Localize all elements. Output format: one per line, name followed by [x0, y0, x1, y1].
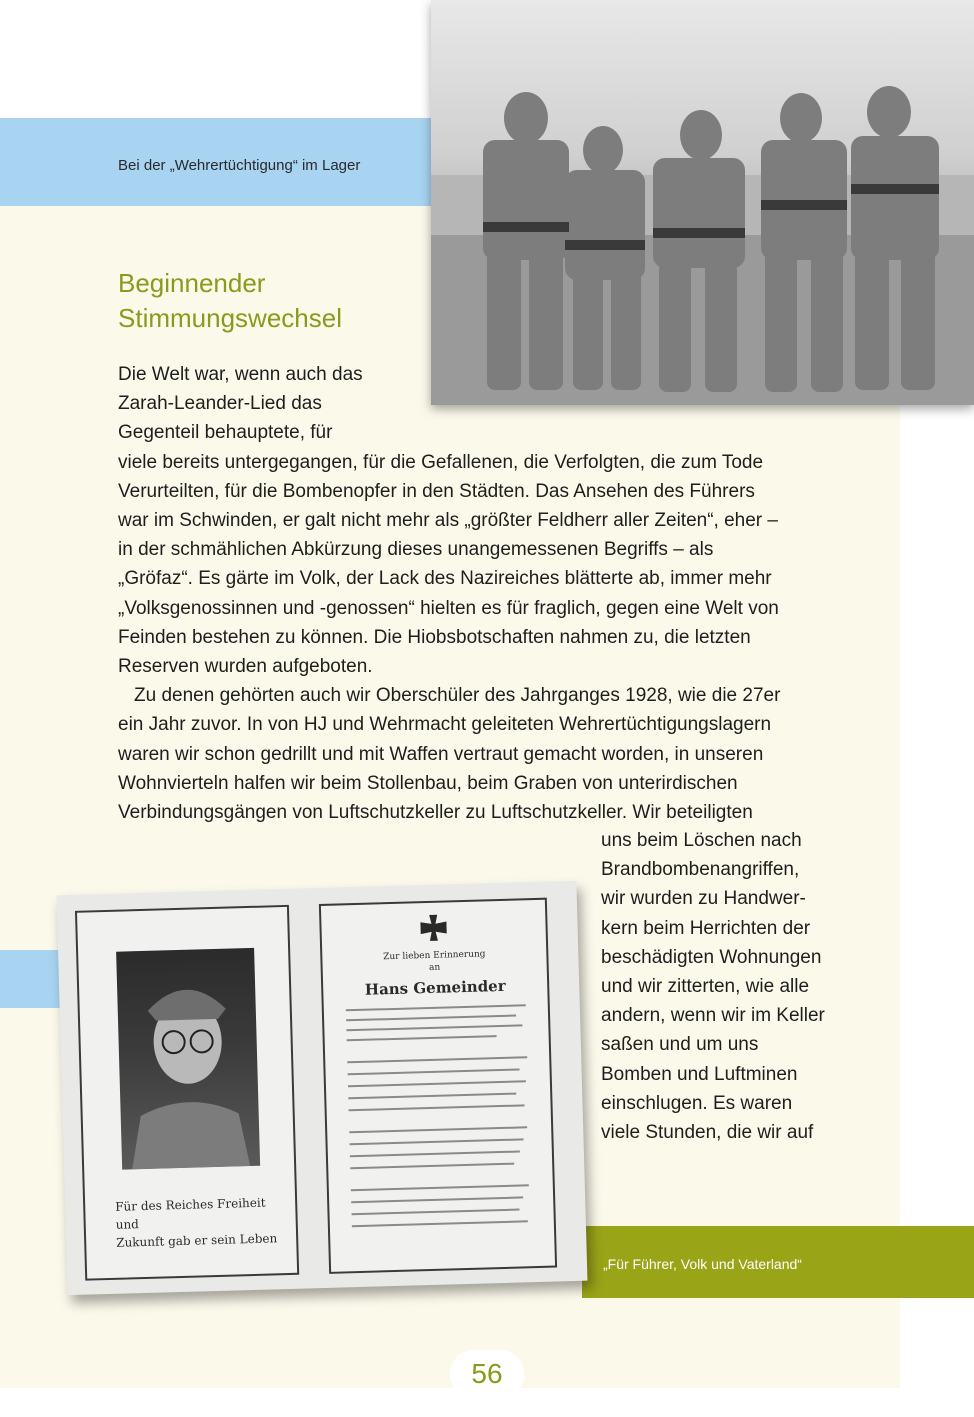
- text-line: „Gröfaz“. Es gärte im Volk, der Lack des Nazireiches blätterte ab, immer mehr: [118, 568, 772, 590]
- photo-soldiers: [483, 86, 939, 392]
- memorial-title: Zur lieben Erinnerung: [383, 949, 486, 963]
- body-text-column: [601, 826, 825, 1147]
- memorial-text-line: [347, 1035, 497, 1041]
- memorial-card: [57, 881, 588, 1295]
- memorial-text-line: [346, 1004, 526, 1011]
- text-line: in der schmählichen Abkürzung dieses unangemessenen Begriffs – als: [118, 539, 714, 561]
- section-heading-line: Stimmungswechsel: [118, 303, 342, 333]
- accent-band-left: [0, 950, 60, 1008]
- group-photo: [431, 0, 974, 405]
- text-line: uns beim Löschen nach: [601, 830, 802, 851]
- memorial-motto-line: Zukunft gab er sein Leben: [116, 1231, 278, 1250]
- soldier-portrait: [116, 948, 260, 1170]
- memorial-text-line: [346, 1024, 522, 1031]
- text-line: Zarah-Leander-Lied das: [118, 393, 322, 415]
- section-heading-line: Beginnender: [118, 268, 266, 298]
- memorial-subtitle: an: [428, 962, 441, 973]
- memorial-text-line: [348, 1068, 520, 1075]
- memorial-text-line: [349, 1126, 527, 1133]
- memorial-text-line: [347, 1056, 527, 1063]
- memorial-text-line: [351, 1196, 523, 1203]
- body-text-block: [118, 360, 780, 827]
- text-line: Wohnvierteln halfen wir beim Stollenbau, beim Graben von unterirdischen: [118, 772, 738, 794]
- photo-caption-top: Bei der „Wehrertüchtigung“ im Lager: [118, 157, 361, 174]
- memorial-text-line: [348, 1080, 526, 1087]
- text-line: Verbindungsgängen von Luftschutzkeller zu Luftschutzkeller. Wir beteiligten: [118, 802, 753, 824]
- memorial-motto-line: Für des Reiches Freiheit und: [115, 1195, 266, 1232]
- iron-cross-icon: [418, 912, 449, 943]
- text-line: wir wurden zu Handwer-: [601, 888, 806, 910]
- memorial-text-line: [348, 1093, 516, 1100]
- memorial-text-line: [346, 1015, 516, 1022]
- text-line: Zu denen gehörten auch wir Oberschüler des Jahrganges 1928, wie die 27er: [134, 685, 781, 707]
- memorial-text-line: [351, 1184, 529, 1191]
- text-line: beschädigten Wohnungen: [601, 946, 822, 968]
- text-line: viele Stunden, die wir auf: [601, 1122, 814, 1144]
- text-line: andern, wenn wir im Keller: [601, 1005, 825, 1027]
- page-number: 56: [450, 1350, 524, 1398]
- memorial-text-line: [352, 1220, 528, 1227]
- text-line: einschlugen. Es waren: [601, 1092, 793, 1114]
- text-line: Verurteilten, für die Bombenopfer in den Städten. Das Ansehen des Führers: [118, 480, 755, 502]
- text-line: Reserven wurden aufgeboten.: [118, 656, 373, 678]
- memorial-text-line: [350, 1151, 520, 1158]
- memorial-text-line: [349, 1104, 525, 1111]
- group-photo-figures: [431, 0, 974, 405]
- photo-caption-bottom: „Für Führer, Volk und Vaterland“: [603, 1256, 802, 1272]
- text-line: ein Jahr zuvor. In von HJ und Wehrmacht geleiteten Wehrertüchtigungslagern: [118, 714, 772, 736]
- text-line: waren wir schon gedrillt und mit Waffen vertraut gemacht worden, in unseren: [118, 743, 764, 765]
- text-line: Feinden bestehen zu können. Die Hiobsbotschaften nahmen zu, die letzten: [118, 626, 751, 648]
- text-line: Die Welt war, wenn auch das: [118, 364, 363, 385]
- text-line: Gegenteil behauptete, für: [118, 422, 333, 444]
- text-line: Brandbombenangriffen,: [601, 859, 800, 881]
- memorial-card-left-panel: [75, 905, 299, 1281]
- memorial-text-line: [352, 1209, 520, 1216]
- memorial-text-line: [350, 1138, 524, 1145]
- section-heading: [118, 266, 342, 336]
- memorial-text-line: [350, 1163, 514, 1170]
- text-line: „Volksgenossinnen und -genossen“ hielten es für fraglich, gegen eine Welt von: [118, 597, 779, 619]
- text-line: Bomben und Luftminen: [601, 1063, 798, 1085]
- text-line: viele bereits untergegangen, für die Gefallenen, die Verfolgten, die zum Tode: [118, 451, 764, 473]
- memorial-card-right-panel: [319, 898, 557, 1274]
- portrait-figure: [116, 948, 260, 1170]
- memorial-name: Hans Gemeinder: [364, 976, 506, 999]
- memorial-motto: [115, 1193, 286, 1252]
- text-line: war im Schwinden, er galt nicht mehr als „größter Feldherr aller Zeiten“, eher –: [118, 510, 778, 532]
- text-line: saßen und um uns: [601, 1034, 759, 1056]
- text-line: und wir zitterten, wie alle: [601, 976, 810, 998]
- text-line: kern beim Herrichten der: [601, 917, 811, 939]
